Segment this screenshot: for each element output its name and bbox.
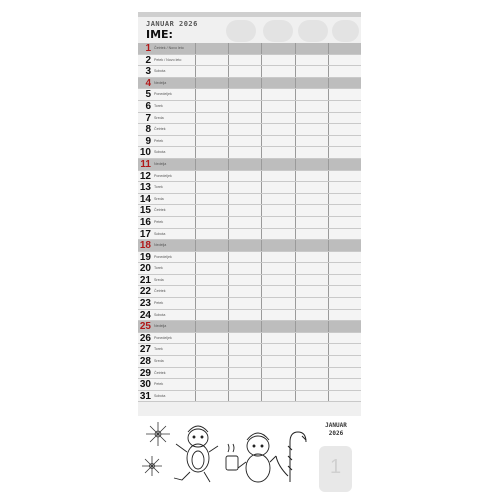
entry-cell[interactable] [261, 136, 294, 147]
day-name: Sobota [154, 150, 166, 155]
day-number: 8 [145, 124, 151, 136]
entry-cell[interactable] [228, 275, 261, 286]
entry-columns [195, 43, 361, 54]
entry-cell[interactable] [228, 43, 261, 54]
day-row [138, 263, 361, 275]
entry-columns [195, 113, 361, 124]
entry-cell[interactable] [195, 66, 228, 77]
entry-cell[interactable] [228, 113, 261, 124]
day-row [138, 252, 361, 264]
entry-cell[interactable] [228, 368, 261, 379]
entry-cell[interactable] [261, 310, 294, 321]
entry-cell[interactable] [328, 379, 361, 390]
entry-cell[interactable] [195, 263, 228, 274]
entry-cell[interactable] [328, 391, 361, 402]
day-name: Sobota [154, 393, 166, 398]
entry-cell[interactable] [261, 333, 294, 344]
day-number: 3 [145, 66, 151, 78]
entry-cell[interactable] [228, 298, 261, 309]
month-title: JANUAR 2026 [146, 20, 198, 28]
day-number: 6 [145, 100, 151, 112]
day-row [138, 298, 361, 310]
day-row [138, 310, 361, 322]
day-number: 16 [139, 216, 151, 228]
entry-cell[interactable] [261, 263, 294, 274]
entry-cell[interactable] [195, 217, 228, 228]
entry-cell[interactable] [295, 194, 328, 205]
day-name: Petek [154, 219, 164, 224]
column-header-3[interactable] [298, 20, 328, 42]
entry-columns [195, 205, 361, 216]
day-row [138, 147, 361, 159]
day-number: 29 [139, 367, 151, 379]
entry-cell[interactable] [228, 89, 261, 100]
entry-cell[interactable] [261, 252, 294, 263]
day-number: 27 [139, 344, 151, 356]
entry-cell[interactable] [328, 356, 361, 367]
day-name: Nedelja [154, 80, 167, 85]
day-name: Četrtek / Novo leto [154, 46, 184, 50]
entry-cell[interactable] [261, 240, 294, 251]
day-row [138, 333, 361, 345]
entry-cell[interactable] [228, 55, 261, 66]
entry-cell[interactable] [295, 113, 328, 124]
entry-cell[interactable] [261, 78, 294, 89]
penguin-cocoa-icon [226, 433, 276, 482]
entry-columns [195, 344, 361, 355]
entry-cell[interactable] [228, 159, 261, 170]
day-name: Ponedeljek [154, 254, 172, 259]
entry-cell[interactable] [328, 275, 361, 286]
entry-cell[interactable] [295, 101, 328, 112]
name-label: IME: [146, 28, 173, 41]
entry-cell[interactable] [195, 101, 228, 112]
entry-cell[interactable] [328, 321, 361, 332]
day-name: Nedelja [154, 324, 167, 329]
entry-cell[interactable] [228, 229, 261, 240]
day-name: Ponedeljek [154, 335, 172, 340]
entry-cell[interactable] [328, 171, 361, 182]
day-name: Petek [154, 382, 164, 387]
entry-columns [195, 136, 361, 147]
entry-cell[interactable] [295, 205, 328, 216]
entry-cell[interactable] [328, 344, 361, 355]
entry-columns [195, 286, 361, 297]
entry-cell[interactable] [261, 194, 294, 205]
day-name: Sobota [154, 312, 166, 317]
entry-cell[interactable] [295, 391, 328, 402]
entry-cell[interactable] [295, 89, 328, 100]
day-name: Sreda [154, 359, 164, 364]
entry-columns [195, 182, 361, 193]
entry-columns [195, 252, 361, 263]
entry-cell[interactable] [295, 286, 328, 297]
entry-cell[interactable] [261, 391, 294, 402]
day-name: Petek / Novo leto [154, 57, 182, 62]
entry-cell[interactable] [261, 286, 294, 297]
day-number: 24 [139, 309, 151, 321]
entry-cell[interactable] [195, 252, 228, 263]
entry-cell[interactable] [195, 159, 228, 170]
entry-cell[interactable] [261, 298, 294, 309]
entry-cell[interactable] [195, 124, 228, 135]
entry-cell[interactable] [261, 43, 294, 54]
entry-columns [195, 159, 361, 170]
entry-cell[interactable] [195, 298, 228, 309]
entry-cell[interactable] [295, 159, 328, 170]
entry-cell[interactable] [195, 275, 228, 286]
entry-cell[interactable] [328, 229, 361, 240]
entry-cell[interactable] [261, 368, 294, 379]
day-row [138, 78, 361, 90]
day-name: Četrtek [154, 127, 166, 132]
day-row [138, 182, 361, 194]
entry-cell[interactable] [328, 101, 361, 112]
day-name: Torek [154, 185, 163, 190]
entry-columns [195, 78, 361, 89]
entry-cell[interactable] [261, 55, 294, 66]
entry-cell[interactable] [328, 286, 361, 297]
entry-cell[interactable] [328, 124, 361, 135]
entry-cell[interactable] [195, 136, 228, 147]
entry-cell[interactable] [228, 321, 261, 332]
day-number: 31 [139, 390, 151, 402]
snowflake-icon [142, 422, 170, 476]
entry-cell[interactable] [195, 286, 228, 297]
month-number-badge [319, 446, 352, 492]
entry-cell[interactable] [261, 159, 294, 170]
entry-cell[interactable] [261, 229, 294, 240]
entry-cell[interactable] [295, 182, 328, 193]
day-number: 22 [139, 286, 151, 298]
entry-cell[interactable] [328, 66, 361, 77]
entry-columns [195, 368, 361, 379]
entry-cell[interactable] [261, 182, 294, 193]
binding-strip [138, 12, 361, 17]
entry-cell[interactable] [295, 356, 328, 367]
day-number: 5 [145, 89, 151, 101]
entry-cell[interactable] [295, 55, 328, 66]
entry-columns [195, 310, 361, 321]
entry-columns [195, 298, 361, 309]
entry-cell[interactable] [228, 182, 261, 193]
entry-columns [195, 333, 361, 344]
day-row [138, 379, 361, 391]
day-name: Sreda [154, 277, 164, 282]
entry-cell[interactable] [261, 113, 294, 124]
entry-cell[interactable] [261, 101, 294, 112]
penguin-skating-icon [174, 426, 218, 482]
entry-cell[interactable] [295, 275, 328, 286]
entry-cell[interactable] [295, 43, 328, 54]
entry-columns [195, 391, 361, 402]
day-row [138, 368, 361, 380]
day-name: Torek [154, 266, 163, 271]
candy-cane-icon [276, 432, 306, 482]
entry-columns [195, 147, 361, 158]
entry-columns [195, 124, 361, 135]
day-name: Sreda [154, 115, 164, 120]
entry-cell[interactable] [328, 205, 361, 216]
entry-columns [195, 356, 361, 367]
entry-cell[interactable] [295, 147, 328, 158]
entry-cell[interactable] [295, 344, 328, 355]
entry-cell[interactable] [195, 240, 228, 251]
day-name: Petek [154, 138, 164, 143]
day-name: Petek [154, 301, 164, 306]
day-number: 19 [139, 251, 151, 263]
entry-cell[interactable] [295, 229, 328, 240]
entry-cell[interactable] [328, 333, 361, 344]
entry-cell[interactable] [228, 217, 261, 228]
entry-cell[interactable] [328, 136, 361, 147]
entry-cell[interactable] [228, 310, 261, 321]
entry-cell[interactable] [228, 124, 261, 135]
entry-columns [195, 171, 361, 182]
entry-cell[interactable] [295, 78, 328, 89]
day-name: Četrtek [154, 289, 166, 294]
day-row [138, 66, 361, 78]
entry-cell[interactable] [228, 252, 261, 263]
entry-cell[interactable] [195, 89, 228, 100]
entry-cell[interactable] [328, 240, 361, 251]
entry-cell[interactable] [261, 344, 294, 355]
entry-cell[interactable] [195, 43, 228, 54]
entry-cell[interactable] [328, 113, 361, 124]
column-header-4[interactable] [332, 20, 359, 42]
entry-cell[interactable] [228, 333, 261, 344]
entry-cell[interactable] [328, 43, 361, 54]
day-name: Ponedeljek [154, 92, 172, 97]
entry-cell[interactable] [295, 368, 328, 379]
entry-cell[interactable] [328, 217, 361, 228]
entry-cell[interactable] [328, 159, 361, 170]
day-number: 13 [139, 182, 151, 194]
entry-cell[interactable] [261, 89, 294, 100]
entry-cell[interactable] [261, 379, 294, 390]
entry-columns [195, 89, 361, 100]
entry-cell[interactable] [195, 344, 228, 355]
entry-columns [195, 240, 361, 251]
entry-cell[interactable] [328, 147, 361, 158]
entry-cell[interactable] [328, 263, 361, 274]
day-row [138, 43, 361, 55]
entry-cell[interactable] [195, 333, 228, 344]
entry-cell[interactable] [228, 136, 261, 147]
day-number: 12 [139, 170, 151, 182]
day-grid [138, 43, 361, 402]
day-row [138, 124, 361, 136]
entry-cell[interactable] [261, 147, 294, 158]
day-name: Četrtek [154, 208, 166, 213]
day-row [138, 275, 361, 287]
day-number: 1 [145, 43, 151, 54]
day-name: Sobota [154, 231, 166, 236]
day-number: 26 [139, 332, 151, 344]
day-row [138, 171, 361, 183]
entry-cell[interactable] [261, 171, 294, 182]
month-number: 1 [329, 456, 342, 478]
entry-cell[interactable] [295, 379, 328, 390]
entry-columns [195, 275, 361, 286]
day-row [138, 113, 361, 125]
column-header-1[interactable] [226, 20, 256, 42]
day-number: 7 [145, 112, 151, 124]
entry-columns [195, 101, 361, 112]
entry-cell[interactable] [261, 205, 294, 216]
day-number: 17 [139, 228, 151, 240]
entry-cell[interactable] [261, 124, 294, 135]
day-row [138, 391, 361, 403]
entry-cell[interactable] [295, 66, 328, 77]
day-name: Nedelja [154, 243, 167, 248]
entry-columns [195, 229, 361, 240]
day-name: Sreda [154, 196, 164, 201]
entry-cell[interactable] [228, 263, 261, 274]
entry-cell[interactable] [328, 194, 361, 205]
footer-month-line2: 2026 [328, 430, 344, 437]
entry-cell[interactable] [295, 136, 328, 147]
entry-cell[interactable] [261, 356, 294, 367]
day-number: 4 [145, 77, 151, 89]
entry-cell[interactable] [295, 263, 328, 274]
entry-cell[interactable] [195, 147, 228, 158]
entry-cell[interactable] [228, 240, 261, 251]
day-row [138, 217, 361, 229]
day-number: 10 [139, 147, 151, 159]
entry-cell[interactable] [228, 171, 261, 182]
entry-cell[interactable] [228, 379, 261, 390]
entry-cell[interactable] [328, 252, 361, 263]
entry-columns [195, 194, 361, 205]
entry-cell[interactable] [195, 78, 228, 89]
day-number: 2 [145, 54, 151, 66]
calendar-sheet [138, 12, 361, 487]
day-number: 14 [139, 193, 151, 205]
day-name: Nedelja [154, 161, 167, 166]
day-name: Sobota [154, 69, 166, 74]
entry-cell[interactable] [195, 113, 228, 124]
day-number: 11 [140, 158, 151, 170]
day-number: 20 [139, 263, 151, 275]
entry-cell[interactable] [228, 205, 261, 216]
entry-columns [195, 66, 361, 77]
day-row [138, 159, 361, 171]
entry-cell[interactable] [195, 356, 228, 367]
entry-columns [195, 321, 361, 332]
entry-columns [195, 263, 361, 274]
day-row [138, 101, 361, 113]
day-number: 23 [139, 298, 151, 310]
day-number: 25 [139, 321, 151, 333]
day-number: 30 [139, 379, 151, 391]
entry-cell[interactable] [195, 229, 228, 240]
entry-cell[interactable] [295, 321, 328, 332]
entry-cell[interactable] [328, 368, 361, 379]
entry-cell[interactable] [328, 182, 361, 193]
entry-columns [195, 55, 361, 66]
entry-cell[interactable] [228, 391, 261, 402]
day-number: 18 [139, 240, 151, 252]
entry-cell[interactable] [295, 217, 328, 228]
entry-cell[interactable] [195, 194, 228, 205]
entry-cell[interactable] [195, 171, 228, 182]
entry-cell[interactable] [228, 194, 261, 205]
day-number: 9 [145, 135, 151, 147]
day-row [138, 205, 361, 217]
entry-columns [195, 379, 361, 390]
entry-cell[interactable] [195, 310, 228, 321]
day-name: Ponedeljek [154, 173, 172, 178]
entry-cell[interactable] [295, 124, 328, 135]
column-header-2[interactable] [263, 20, 293, 42]
entry-cell[interactable] [295, 252, 328, 263]
entry-cell[interactable] [295, 240, 328, 251]
footer-month-line1: JANUAR [325, 422, 347, 429]
day-name: Četrtek [154, 370, 166, 375]
entry-cell[interactable] [328, 55, 361, 66]
entry-cell[interactable] [228, 286, 261, 297]
day-row [138, 356, 361, 368]
entry-cell[interactable] [328, 89, 361, 100]
entry-cell[interactable] [195, 182, 228, 193]
entry-cell[interactable] [228, 66, 261, 77]
entry-cell[interactable] [295, 171, 328, 182]
entry-columns [195, 217, 361, 228]
entry-cell[interactable] [261, 66, 294, 77]
day-name: Torek [154, 347, 163, 352]
day-row [138, 240, 361, 252]
entry-cell[interactable] [195, 321, 228, 332]
day-number: 15 [139, 205, 151, 217]
day-row [138, 321, 361, 333]
entry-cell[interactable] [228, 101, 261, 112]
day-row [138, 194, 361, 206]
entry-cell[interactable] [261, 275, 294, 286]
entry-cell[interactable] [261, 217, 294, 228]
day-row [138, 89, 361, 101]
entry-cell[interactable] [195, 368, 228, 379]
day-name: Torek [154, 103, 163, 108]
entry-cell[interactable] [295, 298, 328, 309]
entry-cell[interactable] [228, 356, 261, 367]
entry-cell[interactable] [228, 147, 261, 158]
entry-cell[interactable] [328, 298, 361, 309]
day-row [138, 55, 361, 67]
entry-cell[interactable] [295, 310, 328, 321]
day-row [138, 229, 361, 241]
day-row [138, 136, 361, 148]
day-row [138, 286, 361, 298]
entry-cell[interactable] [328, 310, 361, 321]
entry-cell[interactable] [195, 205, 228, 216]
winter-illustration [138, 416, 313, 487]
footer-month [316, 422, 356, 438]
entry-cell[interactable] [295, 333, 328, 344]
entry-cell[interactable] [261, 321, 294, 332]
day-number: 28 [139, 356, 151, 368]
day-number: 21 [139, 274, 151, 286]
day-row [138, 344, 361, 356]
entry-cell[interactable] [328, 78, 361, 89]
entry-cell[interactable] [195, 379, 228, 390]
entry-cell[interactable] [228, 344, 261, 355]
entry-cell[interactable] [195, 391, 228, 402]
entry-cell[interactable] [228, 78, 261, 89]
entry-cell[interactable] [195, 55, 228, 66]
